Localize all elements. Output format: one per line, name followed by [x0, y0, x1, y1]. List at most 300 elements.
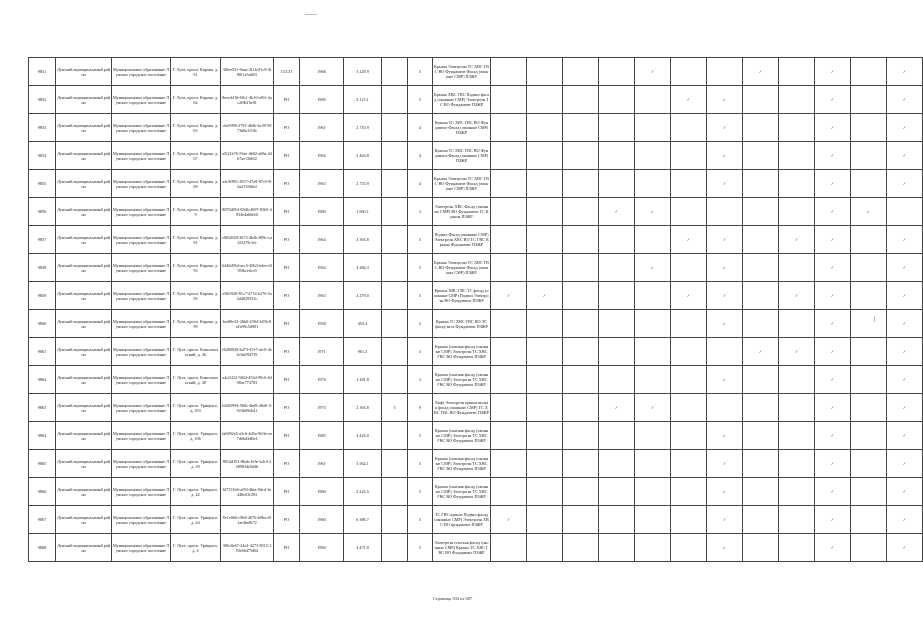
row-number: 9867: [29, 506, 56, 534]
work-type-cell: [599, 450, 635, 478]
checkmark-icon: ✓: [902, 433, 907, 438]
work-type-cell: [599, 114, 635, 142]
work-type-cell: [635, 478, 671, 506]
year-cell: 1961: [300, 450, 344, 478]
row-number: 9864: [29, 422, 56, 450]
work-type-cell: [491, 506, 527, 534]
checkmark-icon: ✓: [830, 69, 835, 74]
floors-cell: [382, 478, 408, 506]
ssro-cell: РО: [274, 114, 300, 142]
work-type-cell: [887, 226, 923, 254]
sections-cell: 5: [408, 282, 433, 310]
checkmark-icon: ✓: [722, 545, 727, 550]
area-cell: 4 416,0: [344, 422, 382, 450]
guid-cell: 8eee4416-60c1-4b10-a91f-4ac2f8b16e91: [221, 86, 274, 114]
address-cell: Г. Луга, просп. Кирова, д. 61: [171, 58, 221, 86]
work-type-cell: [743, 534, 779, 562]
work-type-cell: [527, 198, 563, 226]
work-type-cell: [635, 142, 671, 170]
ssro-cell: РО: [274, 170, 300, 198]
checkmark-icon: ✓: [650, 405, 655, 410]
work-type-cell: [491, 338, 527, 366]
work-type-cell: [599, 170, 635, 198]
guid-cell: f6280926-b473-47e7-afc0-4b6c0d294739: [221, 338, 274, 366]
row-number: 9856: [29, 198, 56, 226]
work-type-cell: [635, 366, 671, 394]
ssro-cell: РО: [274, 86, 300, 114]
floors-cell: [382, 310, 408, 338]
works-cell: Крыша (скатная фасад (оконные СМР) Электроэн ТС ХВС ГВС ВО Фундамент ПЗЖР: [433, 338, 491, 366]
work-type-cell: [779, 170, 815, 198]
checkmark-icon: ✓: [722, 181, 727, 186]
work-type-cell: [527, 422, 563, 450]
year-cell: 1976: [300, 366, 344, 394]
work-type-cell: [743, 282, 779, 310]
table-row: [29, 114, 923, 142]
works-cell: Крыша ТС ХВС ГВС ВО Фундамент Фасад (оконные СМР) ПЗЖР: [433, 114, 491, 142]
floors-cell: [382, 366, 408, 394]
work-type-cell: [779, 534, 815, 562]
work-type-cell: [779, 282, 815, 310]
floors-cell: [382, 114, 408, 142]
checkmark-icon: ✓: [758, 69, 763, 74]
district-cell: Лунский муниципальный район: [56, 450, 112, 478]
work-type-cell: [707, 282, 743, 310]
floors-cell: [382, 226, 408, 254]
checkmark-icon: ✓: [830, 181, 835, 186]
checkmark-icon: ✓: [722, 153, 727, 158]
work-type-cell: [707, 86, 743, 114]
work-type-cell: [851, 170, 887, 198]
municipality-cell: Муниципальное образование Лунское городское поселение: [112, 394, 171, 422]
work-type-cell: [635, 534, 671, 562]
works-cell: Крыша (скатная фасад (оконные СМР) Электроэн ТС ХВС ГВС ВО Фундамент ПЗЖР: [433, 450, 491, 478]
checkmark-icon: ✓: [902, 349, 907, 354]
area-cell: 1 960,1: [344, 198, 382, 226]
work-type-cell: [779, 338, 815, 366]
checkmark-icon: ✓: [686, 293, 691, 298]
sections-cell: 5: [408, 86, 433, 114]
work-type-cell: [815, 506, 851, 534]
work-type-cell: [491, 58, 527, 86]
works-cell: Крыша Электроэн ТС ХВС ГВС ВО Фундамент Фасад (оконные СМР) ПЗЖР: [433, 170, 491, 198]
work-type-cell: [743, 254, 779, 282]
work-type-cell: [815, 170, 851, 198]
year-cell: 1963: [300, 282, 344, 310]
work-type-cell: [527, 338, 563, 366]
checkmark-icon: ✓: [902, 125, 907, 130]
municipality-cell: Муниципальное образование Лунское городское поселение: [112, 422, 171, 450]
work-type-cell: [491, 310, 527, 338]
work-type-cell: [635, 282, 671, 310]
ssro-cell: РО: [274, 142, 300, 170]
work-type-cell: [851, 254, 887, 282]
table-row: [29, 506, 923, 534]
work-type-cell: [563, 282, 599, 310]
work-type-cell: [491, 226, 527, 254]
work-type-cell: [563, 450, 599, 478]
work-type-cell: [599, 58, 635, 86]
work-type-cell: [887, 338, 923, 366]
sections-cell: 2: [408, 310, 433, 338]
row-number: 9868: [29, 534, 56, 562]
work-type-cell: [815, 338, 851, 366]
municipality-cell: Муниципальное образование Лунское городское поселение: [112, 86, 171, 114]
guid-cell: 6f7531b6-af50-4bfa-9dcd-3e446e03f293: [221, 478, 274, 506]
work-type-cell: [779, 506, 815, 534]
work-type-cell: [563, 170, 599, 198]
checkmark-icon: ✓: [722, 461, 727, 466]
floors-cell: 5: [382, 394, 408, 422]
work-type-cell: [563, 366, 599, 394]
work-type-cell: [887, 506, 923, 534]
ssro-cell: РО: [274, 450, 300, 478]
year-cell: 1971: [300, 338, 344, 366]
table-row: [29, 58, 923, 86]
work-type-cell: [563, 422, 599, 450]
checkmark-icon: ✓: [830, 433, 835, 438]
work-type-cell: [851, 310, 887, 338]
checkmark-icon: ✓: [902, 153, 907, 158]
work-type-cell: [851, 282, 887, 310]
work-type-cell: [563, 254, 599, 282]
checkmark-icon: ✓: [722, 125, 727, 130]
checkmark-icon: ✓: [506, 517, 511, 522]
work-type-cell: [743, 478, 779, 506]
year-cell: 1958: [300, 310, 344, 338]
address-cell: Г. Луга, просп. Урицкого, д. 106: [171, 422, 221, 450]
ssro-cell: РО: [274, 310, 300, 338]
sections-cell: 4: [408, 114, 433, 142]
work-type-cell: [815, 198, 851, 226]
sections-cell: 5: [408, 254, 433, 282]
checkmark-icon: ✓: [830, 153, 835, 158]
work-type-cell: [851, 394, 887, 422]
work-type-cell: [887, 282, 923, 310]
checkmark-icon: ✓: [794, 237, 799, 242]
row-number: 9861: [29, 338, 56, 366]
checkmark-icon: ✓: [830, 125, 835, 130]
work-type-cell: [707, 254, 743, 282]
sections-cell: 3: [408, 338, 433, 366]
checkmark-icon: ✓: [866, 209, 871, 214]
district-cell: Лунский муниципальный район: [56, 366, 112, 394]
floors-cell: [382, 86, 408, 114]
checkmark-icon: ✓: [722, 489, 727, 494]
guid-cell: e56f9f26-81c7-4714-b276-5a2d4829353c: [221, 282, 274, 310]
work-type-cell: [491, 394, 527, 422]
work-type-cell: [563, 198, 599, 226]
work-type-cell: [527, 114, 563, 142]
year-cell: 1984: [300, 534, 344, 562]
works-cell: Крыша ХВС ГВС Подвал фасад (оконные СМР) Электроэн ТС ВО Фундамент ПЗЖР: [433, 86, 491, 114]
floors-cell: [382, 450, 408, 478]
district-cell: Лунский муниципальный район: [56, 114, 112, 142]
work-type-cell: [815, 282, 851, 310]
work-type-cell: [563, 86, 599, 114]
ssro-cell: РО: [274, 282, 300, 310]
housing-register-table: [28, 57, 923, 562]
work-type-cell: [887, 534, 923, 562]
district-cell: Лунский муниципальный район: [56, 338, 112, 366]
floors-cell: [382, 142, 408, 170]
ssro-cell: РО: [274, 422, 300, 450]
work-type-cell: [743, 142, 779, 170]
sections-cell: 4: [408, 142, 433, 170]
work-type-cell: [815, 86, 851, 114]
work-type-cell: [743, 394, 779, 422]
work-type-cell: [635, 86, 671, 114]
work-type-cell: [671, 338, 707, 366]
work-type-cell: [851, 534, 887, 562]
work-type-cell: [851, 506, 887, 534]
ssro-cell: РО: [274, 254, 300, 282]
ssro-cell: РО: [274, 478, 300, 506]
floors-cell: [382, 534, 408, 562]
checkmark-icon: ✓: [902, 489, 907, 494]
checkmark-icon: ✓: [902, 545, 907, 550]
district-cell: Лунский муниципальный район: [56, 58, 112, 86]
row-number: 9858: [29, 254, 56, 282]
work-type-cell: [599, 338, 635, 366]
checkmark-icon: ✓: [902, 321, 907, 326]
year-cell: 1983: [300, 422, 344, 450]
work-type-cell: [527, 226, 563, 254]
work-type-cell: [743, 58, 779, 86]
checkmark-icon: ✓: [614, 209, 619, 214]
sections-cell: 5: [408, 422, 433, 450]
work-type-cell: [635, 58, 671, 86]
floors-cell: [382, 198, 408, 226]
work-type-cell: [707, 478, 743, 506]
work-type-cell: [671, 534, 707, 562]
checkmark-icon: ✓: [722, 293, 727, 298]
work-type-cell: [563, 58, 599, 86]
checkmark-icon: ✓: [902, 265, 907, 270]
checkmark-icon: ✓: [902, 405, 907, 410]
ssro-cell: СССО: [274, 58, 300, 86]
checkmark-icon: ✓: [830, 489, 835, 494]
work-type-cell: [563, 338, 599, 366]
work-type-cell: [635, 170, 671, 198]
work-type-cell: [815, 226, 851, 254]
work-type-cell: [671, 450, 707, 478]
table-row: [29, 226, 923, 254]
work-type-cell: [527, 58, 563, 86]
area-cell: 2 363,8: [344, 394, 382, 422]
floors-cell: [382, 58, 408, 86]
work-type-cell: [671, 142, 707, 170]
year-cell: 1962: [300, 142, 344, 170]
work-type-cell: [779, 142, 815, 170]
municipality-cell: Муниципальное образование Лунское городское поселение: [112, 534, 171, 562]
work-type-cell: [527, 478, 563, 506]
works-cell: Крыша Электроэн ТС ХВС ГВС ВО Фундамент Фасад (оконные СМР) ПЗЖР: [433, 254, 491, 282]
municipality-cell: Муниципальное образование Лунское городское поселение: [112, 114, 171, 142]
checkmark-icon: ✓: [830, 209, 835, 214]
district-cell: Лунский муниципальный район: [56, 310, 112, 338]
table-row: [29, 86, 923, 114]
checkmark-icon: ✓: [830, 321, 835, 326]
address-cell: Г. Луга, просп. Кирова, д. 69: [171, 170, 221, 198]
table-row: [29, 422, 923, 450]
work-type-cell: [815, 478, 851, 506]
row-number: 9851: [29, 58, 56, 86]
work-type-cell: [851, 478, 887, 506]
address-cell: Г. Луга, просп. Кирова, д. 95: [171, 282, 221, 310]
checkmark-icon: ✓: [722, 517, 727, 522]
guid-cell: 8070d054-85db-4697-83b5-4934e4ab66f0: [221, 198, 274, 226]
work-type-cell: [887, 310, 923, 338]
guid-cell: 8c1e0b6-c9b6-4876-b9ba-e01ae4be8f72: [221, 506, 274, 534]
work-type-cell: [527, 450, 563, 478]
checkmark-icon: ✓: [758, 349, 763, 354]
work-type-cell: [707, 114, 743, 142]
table-row: [29, 282, 923, 310]
checkmark-icon: ✓: [542, 293, 547, 298]
work-type-cell: [527, 86, 563, 114]
work-type-cell: [743, 506, 779, 534]
district-cell: Лунский муниципальный район: [56, 198, 112, 226]
guid-cell: c6a5909-2791-4b6b-bc39-5873d8a1f19e: [221, 114, 274, 142]
floors-cell: [382, 506, 408, 534]
work-type-cell: [707, 226, 743, 254]
work-type-cell: [851, 86, 887, 114]
work-type-cell: [527, 366, 563, 394]
work-type-cell: [887, 58, 923, 86]
work-type-cell: [851, 58, 887, 86]
works-cell: Крыша Электроэн ТС ХВС ГВС ВО Фундамент Фасад (оконные СМР) ПЗЖР: [433, 58, 491, 86]
work-type-cell: [671, 478, 707, 506]
table-row: [29, 198, 923, 226]
address-cell: Г. Луга, просп. Кирова, д. 63: [171, 114, 221, 142]
sections-cell: 5: [408, 58, 433, 86]
work-type-cell: [635, 310, 671, 338]
area-cell: 3 562,1: [344, 450, 382, 478]
work-type-cell: [671, 226, 707, 254]
work-type-cell: [563, 534, 599, 562]
work-type-cell: [635, 422, 671, 450]
work-type-cell: [671, 114, 707, 142]
row-number: 9854: [29, 142, 56, 170]
table-row: [29, 254, 923, 282]
work-type-cell: [743, 338, 779, 366]
works-cell: Крыша (скатная фасад (оконные СМР) Электроэн ТС ХВС ГВС ВО Фундамент ПЗЖР: [433, 478, 491, 506]
area-cell: 1 281,8: [344, 366, 382, 394]
district-cell: Лунский муниципальный район: [56, 506, 112, 534]
district-cell: Лунский муниципальный район: [56, 478, 112, 506]
address-cell: Г. Луга, просп. Урицкого, д. 20: [171, 450, 221, 478]
work-type-cell: [815, 310, 851, 338]
work-type-cell: [887, 394, 923, 422]
work-type-cell: [527, 506, 563, 534]
work-type-cell: [491, 198, 527, 226]
work-type-cell: [887, 366, 923, 394]
work-type-cell: [743, 198, 779, 226]
work-type-cell: [563, 142, 599, 170]
work-type-cell: [707, 450, 743, 478]
table-row: [29, 478, 923, 506]
checkmark-icon: ✓: [830, 265, 835, 270]
row-number: 9860: [29, 310, 56, 338]
checkmark-icon: ✓: [722, 433, 727, 438]
guid-cell: 8014d191-8bab-4e5e-b4c5-2e89634f0d4b: [221, 450, 274, 478]
checkmark-icon: ✓: [902, 517, 907, 522]
work-type-cell: [707, 310, 743, 338]
checkmark-icon: ✓: [902, 181, 907, 186]
district-cell: Лунский муниципальный район: [56, 254, 112, 282]
checkmark-icon: ✓: [614, 405, 619, 410]
work-type-cell: [779, 422, 815, 450]
work-type-cell: [527, 142, 563, 170]
district-cell: Лунский муниципальный район: [56, 394, 112, 422]
address-cell: Г. Луга, просп. Кирова, д. 91: [171, 226, 221, 254]
work-type-cell: [671, 198, 707, 226]
sections-cell: 9: [408, 394, 433, 422]
checkmark-icon: ✓: [830, 461, 835, 466]
work-type-cell: [851, 422, 887, 450]
guid-cell: a4cf3f22-5844-453d-99c6-6498ac774783: [221, 366, 274, 394]
year-cell: 1973: [300, 394, 344, 422]
table-row: [29, 142, 923, 170]
district-cell: Лунский муниципальный район: [56, 86, 112, 114]
work-type-cell: [635, 450, 671, 478]
guid-cell: a4c9f891-2937-47e8-87c9-9f6a2150f6fd: [221, 170, 274, 198]
ssro-cell: РО: [274, 226, 300, 254]
work-type-cell: [779, 254, 815, 282]
work-type-cell: [527, 282, 563, 310]
checkmark-icon: ✓: [902, 293, 907, 298]
work-type-cell: [815, 534, 851, 562]
district-cell: Лунский муниципальный район: [56, 422, 112, 450]
work-type-cell: [815, 58, 851, 86]
table-row: [29, 338, 923, 366]
work-type-cell: [491, 478, 527, 506]
works-cell: Электроэн плоская фасад (оконные СМР) Крыша ТС ХВС ГВС ВО Фундамент ПЗЖР: [433, 534, 491, 562]
work-type-cell: [815, 114, 851, 142]
checkmark-icon: ✓: [830, 237, 835, 242]
row-number: 9852: [29, 86, 56, 114]
work-type-cell: [599, 366, 635, 394]
work-type-cell: [707, 58, 743, 86]
checkmark-icon: ✓: [722, 377, 727, 382]
work-type-cell: [563, 114, 599, 142]
checkmark-icon: ✓: [686, 97, 691, 102]
sections-cell: 5: [408, 478, 433, 506]
area-cell: 2 224,5: [344, 478, 382, 506]
municipality-cell: Муниципальное образование Лунское городское поселение: [112, 170, 171, 198]
checkmark-icon: ✓: [902, 69, 907, 74]
work-type-cell: [707, 422, 743, 450]
work-type-cell: [599, 478, 635, 506]
work-type-cell: [671, 254, 707, 282]
work-type-cell: [779, 198, 815, 226]
work-type-cell: [887, 170, 923, 198]
work-type-cell: [707, 534, 743, 562]
checkmark-icon: ✓: [830, 293, 835, 298]
work-type-cell: [887, 114, 923, 142]
work-type-cell: [887, 254, 923, 282]
work-type-cell: [671, 394, 707, 422]
area-cell: 2 753,9: [344, 170, 382, 198]
work-type-cell: [707, 338, 743, 366]
row-number: 9866: [29, 478, 56, 506]
work-type-cell: [707, 366, 743, 394]
works-cell: Лифт Электроэн крыша весная фасад (оконные СМР) ТС ХВС ГВС ВО Фундамент ПЗЖР: [433, 394, 491, 422]
work-type-cell: [815, 394, 851, 422]
guid-cell: 386c8e67-24e2-4273-8515-253e66475d62: [221, 534, 274, 562]
district-cell: Лунский муниципальный район: [56, 170, 112, 198]
